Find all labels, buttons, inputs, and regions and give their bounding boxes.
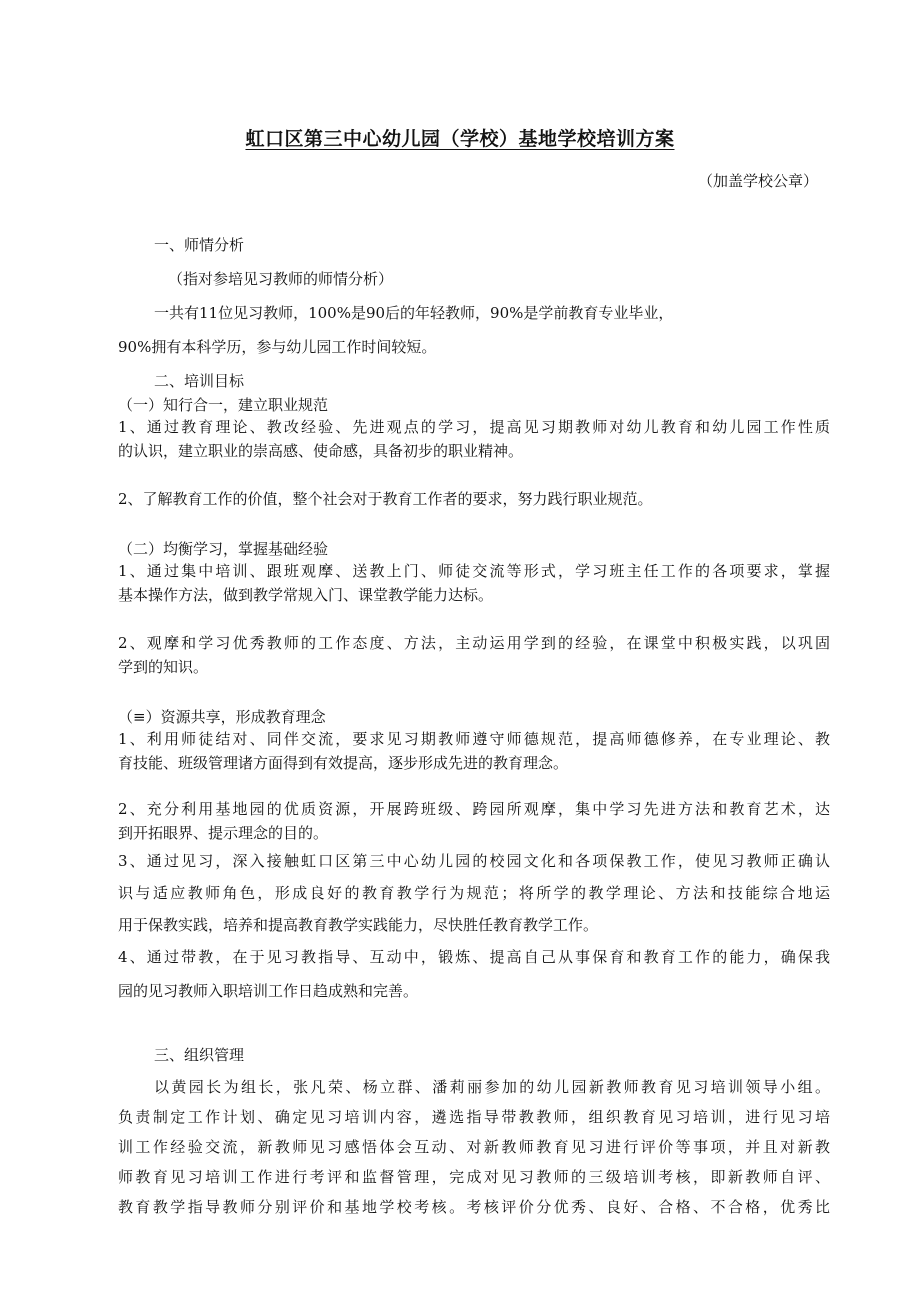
subsection-heading: （二）均衡学习，掌握基础经验 bbox=[118, 540, 329, 558]
paragraph-line: 以黄园长为组长，张凡荣、杨立群、潘莉丽参加的幼儿园新教师教育见习培训领导小组。 bbox=[154, 1078, 830, 1096]
paragraph-line: 基本操作方法，做到教学常规入门、课堂教学能力达标。 bbox=[118, 586, 494, 604]
paragraph-line: 训工作经验交流，新教师见习感悟体会互动、对新教师教育见习进行评价等事项，并且对新教 bbox=[118, 1138, 830, 1156]
paragraph-line: 3、通过见习，深入接触虹口区第三中心幼儿园的校园文化和各项保教工作，使见习教师正确认 bbox=[118, 852, 830, 870]
section-subnote: （指对参培见习教师的师情分析） bbox=[168, 270, 394, 288]
paragraph-line: 用于保教实践，培养和提高教育教学实践能力，尽快胜任教育教学工作。 bbox=[118, 916, 599, 934]
subsection-heading: （一）知行合一，建立职业规范 bbox=[118, 396, 329, 414]
paragraph-line: 90%拥有本科学历，参与幼儿园工作时间较短。 bbox=[118, 338, 437, 356]
paragraph-line: 1、通过教育理论、教改经验、先进观点的学习，提高见习期教师对幼儿教育和幼儿园工作性质 bbox=[118, 418, 830, 436]
document-title bbox=[0, 126, 920, 152]
section-heading-3: 三、组织管理 bbox=[154, 1046, 245, 1064]
section-heading-1: 一、师情分析 bbox=[154, 236, 245, 254]
subsection-heading: （≡）资源共享，形成教育理念 bbox=[118, 708, 326, 726]
paragraph-line: 的认识，建立职业的崇高感、使命感，具备初步的职业精神。 bbox=[118, 442, 524, 460]
paragraph-line: 负责制定工作计划、确定见习培训内容，遴选指导带教教师，组织教育见习培训，进行见习培 bbox=[118, 1108, 830, 1126]
paragraph-line: 园的见习教师入职培训工作日趋成熟和完善。 bbox=[118, 982, 419, 1000]
paragraph-line: 师教育见习培训工作进行考评和监督管理，完成对见习教师的三级培训考核，即新教师自评、 bbox=[118, 1168, 830, 1186]
seal-note: （加盖学校公章） bbox=[697, 172, 818, 190]
paragraph-line: 学到的知识。 bbox=[118, 658, 209, 676]
paragraph-line: 一共有11位见习教师，100%是90后的年轻教师，90%是学前教育专业毕业， bbox=[154, 304, 674, 322]
paragraph-line: 教育教学指导教师分别评价和基地学校考核。考核评价分优秀、良好、合格、不合格，优秀比 bbox=[118, 1198, 830, 1216]
paragraph-line: 2、了解教育工作的价值，整个社会对于教育工作者的要求，努力践行职业规范。 bbox=[118, 490, 653, 508]
title-text: 虹口区第三中心幼儿园（学校）基地学校培训方案 bbox=[245, 128, 675, 150]
paragraph-line: 2、充分利用基地园的优质资源，开展跨班级、跨园所观摩，集中学习先进方法和教育艺术，达 bbox=[118, 800, 830, 818]
paragraph-line: 育技能、班级管理诸方面得到有效提高，逐步形成先进的教育理念。 bbox=[118, 754, 569, 772]
paragraph-line: 1、利用师徒结对、同伴交流，要求见习期教师遵守师德规范，提高师德修养，在专业理论、教 bbox=[118, 730, 830, 748]
paragraph-line: 4、通过带教，在于见习教指导、互动中，锻炼、提高自己从事保育和教育工作的能力，确保我 bbox=[118, 948, 830, 966]
section-heading-2: 二、培训目标 bbox=[154, 372, 245, 390]
paragraph-line: 2、观摩和学习优秀教师的工作态度、方法，主动运用学到的经验，在课堂中积极实践，以巩固 bbox=[118, 634, 830, 652]
paragraph-line: 到开拓眼界、提示理念的目的。 bbox=[118, 824, 329, 842]
paragraph-line: 识与适应教师角色，形成良好的教育教学行为规范；将所学的教学理论、方法和技能综合地运 bbox=[118, 884, 830, 902]
paragraph-line: 1、通过集中培训、跟班观摩、送教上门、师徒交流等形式，学习班主任工作的各项要求，掌握 bbox=[118, 562, 830, 580]
